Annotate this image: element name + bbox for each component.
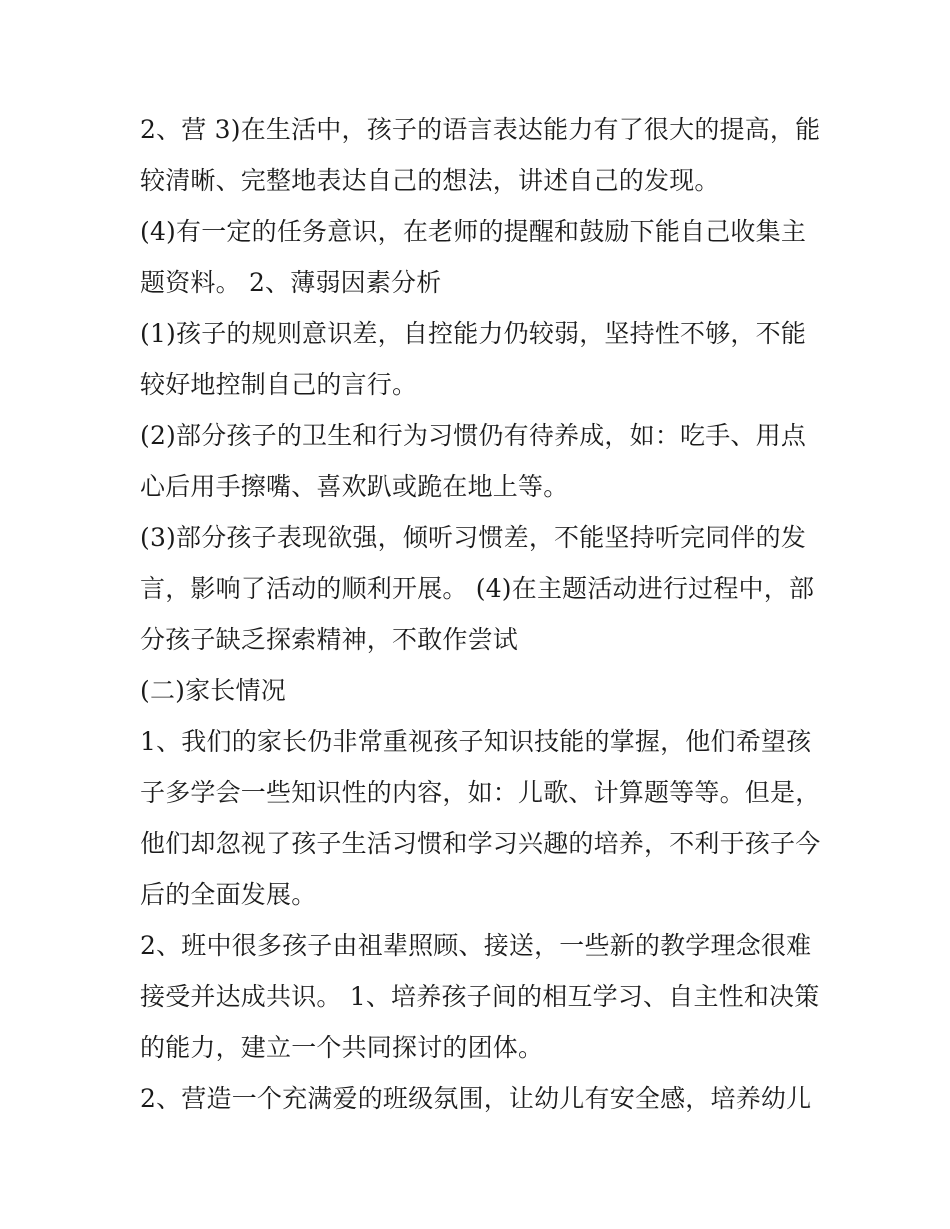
section-heading: (二)家长情况 bbox=[140, 676, 286, 705]
text-line: 2、班中很多孩子由祖辈照顾、接送，一些新的教学理念很难 bbox=[140, 931, 812, 960]
text-line: 言，影响了活动的顺利开展。 (4)在主题活动进行过程中，部 bbox=[140, 574, 815, 603]
text-line: 他们却忽视了孩子生活习惯和学习兴趣的培养，不利于孩子今 bbox=[140, 829, 821, 858]
text-line: 心后用手擦嘴、喜欢趴或跪在地上等。 bbox=[140, 472, 569, 501]
text-line: 2、营造一个充满爱的班级氛围，让幼儿有安全感，培养幼儿 bbox=[140, 1084, 812, 1113]
text-line: 较好地控制自己的言行。 bbox=[140, 370, 418, 399]
text-line: 2、营 3)在生活中，孩子的语言表达能力有了很大的提高，能 bbox=[140, 115, 821, 144]
text-line: 接受并达成共识。 1、培养孩子间的相互学习、自主性和决策 bbox=[140, 982, 820, 1011]
text-line: 题资料。 2、薄弱因素分析 bbox=[140, 268, 442, 297]
text-line: 1、我们的家长仍非常重视孩子知识技能的掌握，他们希望孩 bbox=[140, 727, 812, 756]
text-line: (1)孩子的规则意识差，自控能力仍较弱，坚持性不够，不能 bbox=[140, 319, 807, 348]
text-line: 较清晰、完整地表达自己的想法，讲述自己的发现。 bbox=[140, 166, 720, 195]
document-body bbox=[140, 104, 820, 1124]
text-line: 的能力，建立一个共同探讨的团体。 bbox=[140, 1033, 544, 1062]
text-line: 分孩子缺乏探索精神，不敢作尝试 bbox=[140, 625, 519, 654]
text-line: 后的全面发展。 bbox=[140, 880, 317, 909]
text-line: 子多学会一些知识性的内容，如：儿歌、计算题等等。但是， bbox=[140, 778, 821, 807]
text-line: (4)有一定的任务意识，在老师的提醒和鼓励下能自己收集主 bbox=[140, 217, 807, 246]
text-line: (2)部分孩子的卫生和行为习惯仍有待养成，如：吃手、用点 bbox=[140, 421, 807, 450]
text-line: (3)部分孩子表现欲强，倾听习惯差，不能坚持听完同伴的发 bbox=[140, 523, 807, 552]
